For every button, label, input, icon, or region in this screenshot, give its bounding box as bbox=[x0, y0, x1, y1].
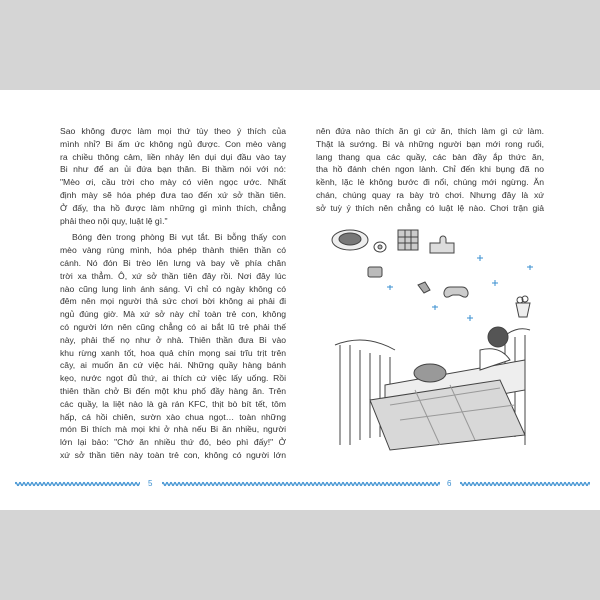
page-number-left: 5 bbox=[148, 479, 153, 488]
text-line: tha hồ đánh chén ngon lành. Chỉ đến khi bụng đã no bbox=[316, 164, 544, 175]
text-line: thiên thần chở Bi đến một khu phố đầy hàng ăn. Trên bbox=[60, 385, 286, 396]
text-line: món Bi thích mà mọi khi ở nhà nếu Bi ăn nhiều, người bbox=[60, 424, 286, 435]
text-line: lớn lại bảo: "Chớ ăn nhiều thứ đó, béo phì đấy!" Ở bbox=[60, 437, 286, 448]
toy-icon bbox=[418, 282, 430, 293]
text-line: sở tuỳ ý thích nên chẳng có luật lệ nào. Chơi trận giả bbox=[316, 202, 544, 213]
paragraph bbox=[60, 231, 286, 461]
steak-plate-icon bbox=[332, 230, 368, 250]
text-line: nào cũng lung linh ánh sáng. Vì chỉ có ngày không có bbox=[60, 283, 286, 294]
wave-divider-right bbox=[460, 480, 590, 488]
text-line: này, phải thế nọ như ở nhà. Thiên thần đưa Bi vào bbox=[60, 334, 286, 345]
text-line: nên đứa nào thích ăn gì cứ ăn, thích làm gì cứ làm. bbox=[316, 126, 544, 136]
text-line: đêm nên mọi người thả sức chơi bời không ai phải đi bbox=[60, 296, 286, 307]
paragraph bbox=[316, 125, 544, 215]
phone-icon bbox=[368, 267, 382, 277]
right-page-text bbox=[316, 125, 544, 215]
bedroom-illustration bbox=[330, 225, 545, 455]
rubiks-cube-icon bbox=[398, 230, 418, 250]
text-line: có người lớn nên cũng chẳng có ai bắt lũ trẻ phải thế bbox=[60, 321, 286, 332]
page-number-right: 6 bbox=[447, 479, 452, 488]
paragraph bbox=[60, 125, 286, 227]
text-line: chán, chúng quay ra bày trò chơi. Nhưng đây là xứ bbox=[316, 189, 544, 200]
text-line: "Mèo ơi, cầu trời cho mày có viên ngọc ước. Nhất bbox=[60, 177, 286, 188]
text-line: hấp, cá hồi chiên, sườn xào chua ngọt… toàn những bbox=[60, 411, 286, 422]
text-line: mình nhỉ? Bi ấm ức không ngủ được. Con mèo vàng bbox=[60, 138, 286, 149]
text-line: trời xa thẳm. Ô, xứ sở thần tiên đây rồi. Nơi đây lúc bbox=[60, 270, 286, 281]
text-line: kềnh, lặc lè không bước đi nổi, chúng mới ngừng. Ăn bbox=[316, 177, 544, 188]
book-spread bbox=[0, 90, 600, 510]
text-line: Bi như để an ủi đứa bạn thân. Bi thầm nói với nó: bbox=[60, 164, 286, 175]
text-line: khu rừng xanh tốt, hoa quả chín mọng sai trĩu trịt trên bbox=[60, 347, 286, 358]
wave-divider-left bbox=[15, 480, 140, 488]
left-page-text bbox=[60, 125, 286, 462]
text-line: phải theo nội quy, luật lệ gì." bbox=[60, 215, 168, 226]
text-line: lang thang qua các quầy, các bàn đầy ắp thức ăn, bbox=[316, 151, 544, 162]
wave-divider-center bbox=[162, 480, 440, 488]
text-line: mèo vàng rùng mình, hóa phép thành thiên thần có bbox=[60, 245, 286, 256]
text-line: Ở đấy, tha hồ được làm những gì mình thích, chẳng bbox=[60, 202, 286, 213]
text-line: định mày sẽ hóa phép đưa tao đến xứ sở thần tiên. bbox=[60, 189, 286, 200]
text-line: cây, ai muốn ăn cứ việc hái. Những quầy hàng bánh bbox=[60, 360, 286, 371]
text-line: các quầy, la liệt nào là gà rán KFC, thịt bò bít tết, tôm bbox=[60, 398, 286, 409]
egg-icon bbox=[374, 242, 386, 252]
text-line: cánh. Nó đón Bi trèo lên lưng và bay về phía chân bbox=[60, 257, 286, 268]
text-line: Sao không được làm mọi thứ tùy theo ý thích của bbox=[60, 126, 286, 136]
text-line: xứ sở thần tiên này toàn trẻ con, không có người lớn bbox=[60, 449, 286, 460]
popcorn-icon bbox=[516, 296, 530, 317]
text-line: kẹo, nước ngọt đủ thứ, ai thích cứ việc lấy uống. Rồi bbox=[60, 373, 286, 384]
text-line: ra chiều thông cảm, liền nhảy lên dụi dụi đầu vào tay bbox=[60, 151, 286, 162]
text-line: Thật là sướng. Bi và những người bạn mới rong ruổi, bbox=[316, 138, 544, 149]
gamepad-icon bbox=[444, 287, 468, 297]
text-line: ngủ đúng giờ. Mà xứ sở này chỉ toàn trẻ con, không bbox=[60, 309, 286, 320]
cat-icon bbox=[414, 364, 446, 382]
text-line: Bóng đèn trong phòng Bi vụt tắt. Bi bỗng thấy con bbox=[72, 232, 286, 243]
puzzle-piece-icon bbox=[430, 236, 454, 253]
